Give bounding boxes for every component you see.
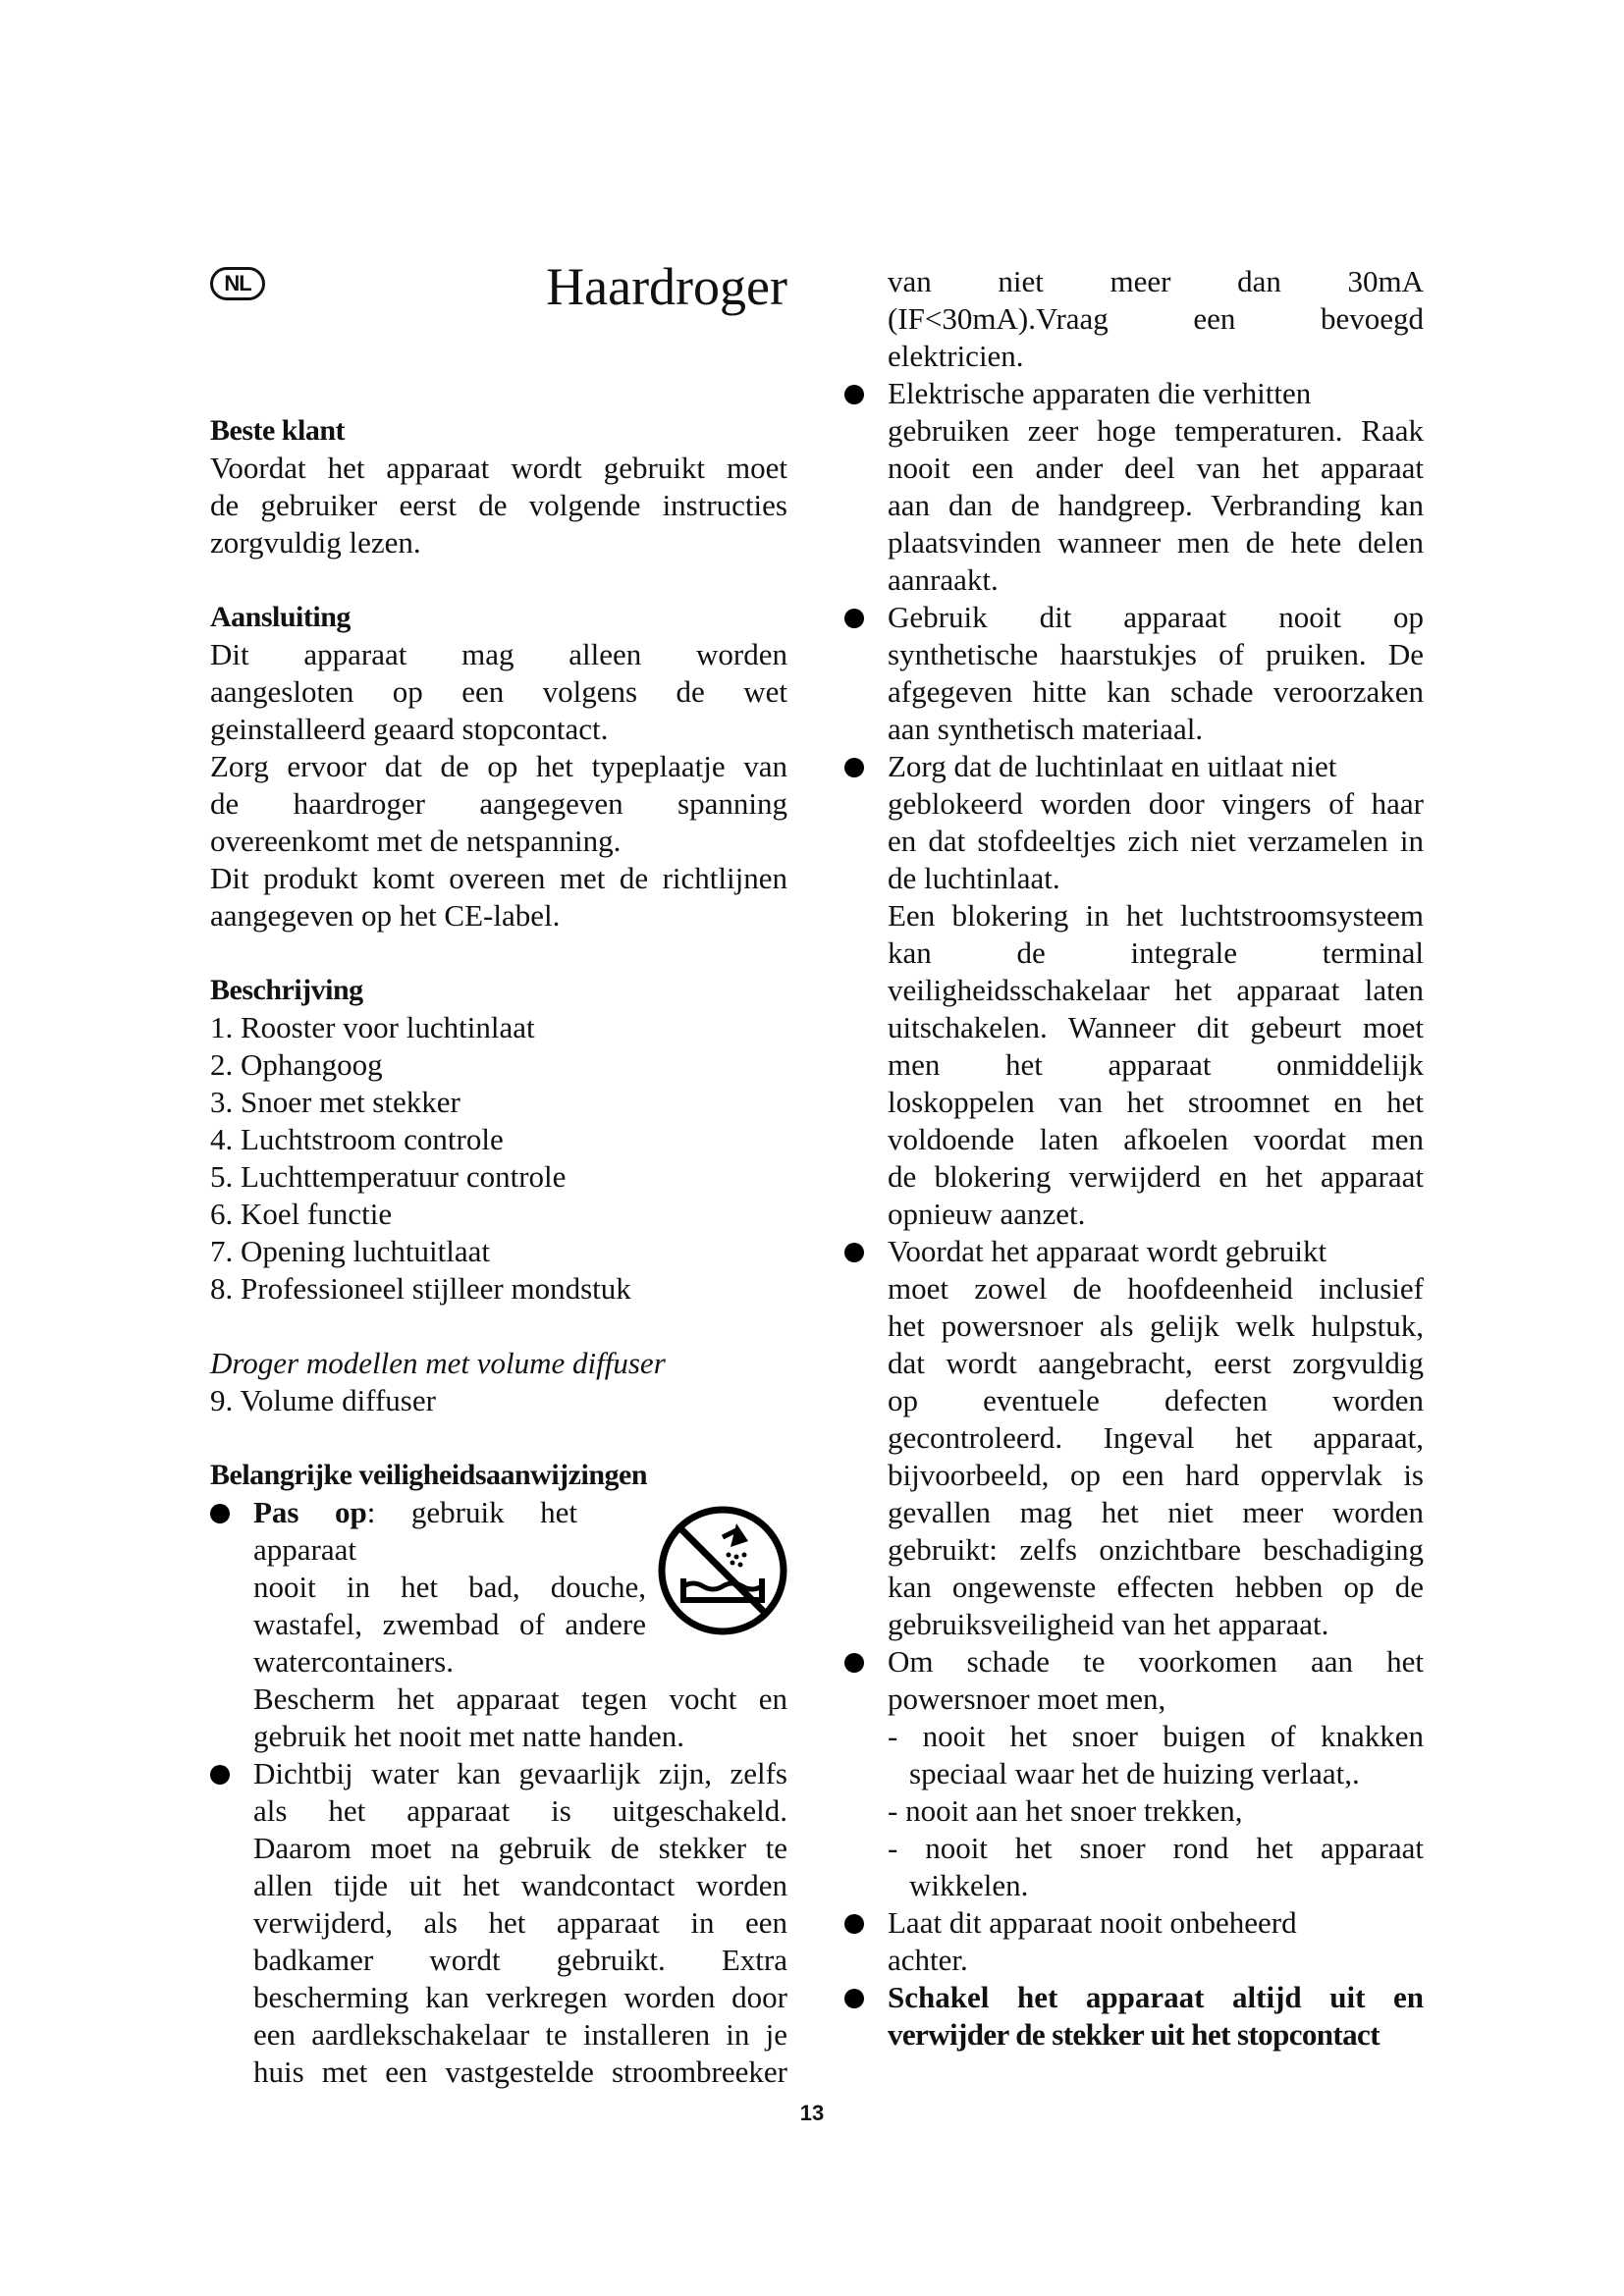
- text-line: wastafel, zwembad of andere: [253, 1607, 646, 1641]
- text-line: geinstalleerd geaard stopcontact.: [210, 712, 609, 746]
- list-item: 1. Rooster voor luchtinlaat: [210, 1010, 535, 1044]
- text-line: moet zowel de hoofdeenheid inclusief: [888, 1271, 1424, 1306]
- text-line: verwijder de stekker uit het stopcontact: [888, 2017, 1380, 2052]
- bullet-unplug: [844, 1979, 1424, 2054]
- bullet-dot: [210, 1765, 230, 1785]
- text-line: speciaal waar het de huizing verlaat,.: [909, 1756, 1360, 1790]
- text-line: opnieuw aanzet.: [888, 1197, 1086, 1231]
- text-line: de luchtinlaat.: [888, 861, 1060, 895]
- text-line: Voordat het apparaat wordt gebruikt: [888, 1234, 1327, 1268]
- text-line: Dichtbij water kan gevaarlijk zijn, zelfs: [253, 1756, 787, 1790]
- bullet-synthetic: [844, 599, 1424, 748]
- right-column: [844, 263, 1424, 2054]
- text-line: men het apparaat onmiddelijk: [888, 1047, 1424, 1082]
- bullet-unattended: [844, 1904, 1424, 1979]
- text-line: allen tijde uit het wandcontact worden: [253, 1868, 787, 1902]
- text-line: aanraakt.: [888, 562, 999, 597]
- text-line: gebruiken zeer hoge temperaturen. Raak: [888, 413, 1424, 448]
- text-line: Daarom moet na gebruik de stekker te: [253, 1831, 787, 1865]
- text-line: badkamer wordt gebruikt. Extra: [253, 1943, 787, 1977]
- list-item: 5. Luchttemperatuur controle: [210, 1159, 567, 1194]
- text-line: het powersnoer als gelijk welk hulpstuk,: [888, 1308, 1424, 1343]
- text-line: de gebruiker eerst de volgende instructies: [210, 488, 787, 522]
- bullet-dot: [844, 1243, 864, 1262]
- text-line: de haardroger aangegeven spanning: [210, 786, 787, 821]
- parts-list: [210, 1009, 787, 1308]
- text-line: veiligheidsschakelaar het apparaat laten: [888, 973, 1424, 1007]
- description-heading: Beschrijving: [210, 974, 363, 1006]
- text-line: (IF<30mA).Vraag een bevoegd: [888, 301, 1424, 336]
- text-fragment: : gebruik het apparaat: [253, 1495, 577, 1567]
- bullet-dot: [844, 758, 864, 777]
- text-line: elektricien.: [888, 339, 1024, 373]
- text-line: kan ongewenste effecten hebben op de: [888, 1570, 1424, 1604]
- text-line: watercontainers.: [253, 1644, 454, 1679]
- text-line: Bescherm het apparaat tegen vocht en: [253, 1682, 787, 1716]
- text-line: plaatsvinden wanneer men de hete delen: [888, 525, 1424, 560]
- text-line: aan synthetisch materiaal.: [888, 712, 1204, 746]
- text-line: loskoppelen van het stroomnet en het: [888, 1085, 1424, 1119]
- bullet-dot: [844, 609, 864, 628]
- text-line: powersnoer moet men,: [888, 1682, 1166, 1716]
- text-line: wikkelen.: [909, 1868, 1029, 1902]
- dash-item: - nooit het snoer rond het apparaat: [888, 1831, 1424, 1865]
- text-line: gebruik het nooit met natte handen.: [253, 1719, 685, 1753]
- dash-item: - nooit het snoer buigen of knakken: [888, 1719, 1424, 1753]
- text-line: achter.: [888, 1943, 968, 1977]
- text-line: Voordat het apparaat wordt gebruikt moet: [210, 451, 787, 485]
- models-note: Droger modellen met volume diffuser: [210, 1346, 666, 1380]
- text-line: Zorg ervoor dat de op het typeplaatje van: [210, 749, 787, 783]
- text-line: de blokering verwijderd en het apparaat: [888, 1159, 1424, 1194]
- bullet-before-use: [844, 1233, 1424, 1643]
- text-line: Schakel het apparaat altijd uit en: [888, 1980, 1424, 2014]
- language-badge: NL: [210, 267, 265, 300]
- water-bullet: [210, 1755, 787, 2091]
- list-item: 6. Koel functie: [210, 1197, 393, 1231]
- text-line: aangegeven op het CE-label.: [210, 898, 561, 933]
- caution-label: Pas op: [253, 1495, 367, 1529]
- list-item: 7. Opening luchtuitlaat: [210, 1234, 490, 1268]
- bullet-dot: [844, 385, 864, 404]
- text-line: uitschakelen. Wanneer dit gebeurt moet: [888, 1010, 1424, 1044]
- list-item: 2. Ophangoog: [210, 1047, 383, 1082]
- text-line: afgegeven hitte kan schade veroorzaken: [888, 674, 1424, 709]
- greeting-text: [210, 450, 787, 561]
- text-line: Gebruik dit apparaat nooit op: [888, 600, 1424, 634]
- text-line: aan dan de handgreep. Verbranding kan: [888, 488, 1424, 522]
- text-line: Dit apparaat mag alleen worden: [210, 637, 787, 671]
- list-item: 4. Luchtstroom controle: [210, 1122, 504, 1156]
- dash-item: - nooit aan het snoer trekken,: [888, 1793, 1243, 1828]
- text-line: Zorg dat de luchtinlaat en uitlaat niet: [888, 749, 1337, 783]
- text-line: van niet meer dan 30mA: [888, 264, 1424, 298]
- text-line: bescherming kan verkregen worden door: [253, 1980, 787, 2014]
- text-line: aangesloten op een volgens de wet: [210, 674, 787, 709]
- bullet-dot: [210, 1504, 230, 1523]
- text-line: [253, 1494, 577, 1569]
- bullet-dot: [844, 1653, 864, 1673]
- text-line: gevallen mag het niet meer worden: [888, 1495, 1424, 1529]
- cord-dash-list: [844, 1718, 1424, 1904]
- text-line: en dat stofdeeltjes zich niet verzamelen in: [888, 824, 1424, 858]
- left-column: [210, 412, 787, 2091]
- text-line: Een blokering in het luchtstroomsysteem: [888, 898, 1424, 933]
- list-item: 9. Volume diffuser: [210, 1383, 436, 1417]
- text-line: synthetische haarstukjes of pruiken. De: [888, 637, 1424, 671]
- text-line: voldoende laten afkoelen voordat men: [888, 1122, 1424, 1156]
- bullet-air-inlet: [844, 748, 1424, 1233]
- text-line: Om schade te voorkomen aan het: [888, 1644, 1424, 1679]
- page-title: Haardroger: [546, 257, 787, 316]
- text-line: nooit een ander deel van het apparaat: [888, 451, 1424, 485]
- text-line: op eventuele defecten worden: [888, 1383, 1424, 1417]
- text-line: Dit produkt komt overeen met de richtlijnen: [210, 861, 787, 895]
- text-line: zorgvuldig lezen.: [210, 525, 421, 560]
- page-number: 13: [799, 2101, 825, 2125]
- no-water-warning-icon: [654, 1502, 791, 1639]
- text-line: gebruiksveiligheid van het apparaat.: [888, 1607, 1329, 1641]
- text-line: bijvoorbeeld, op een hard oppervlak is: [888, 1458, 1424, 1492]
- text-line: Elektrische apparaten die verhitten: [888, 376, 1312, 410]
- bullet-dot: [844, 1914, 864, 1934]
- list-item: 3. Snoer met stekker: [210, 1085, 460, 1119]
- text-line: overeenkomt met de netspanning.: [210, 824, 622, 858]
- text-line: geblokeerd worden door vingers of haar: [888, 786, 1424, 821]
- text-line: huis met een vastgestelde stroombreeker: [253, 2055, 787, 2089]
- bullet-power-cord: [844, 1643, 1424, 1718]
- text-line: verwijderd, als het apparaat in een: [253, 1905, 787, 1940]
- text-line: kan de integrale terminal: [888, 935, 1424, 970]
- connection-text: [210, 636, 787, 934]
- text-line: gebruikt: zelfs onzichtbare beschadiging: [888, 1532, 1424, 1567]
- text-line: nooit in het bad, douche,: [253, 1570, 646, 1604]
- text-line: gecontroleerd. Ingeval het apparaat,: [888, 1420, 1424, 1455]
- safety-heading: Belangrijke veiligheidsaanwijzingen: [210, 1459, 648, 1491]
- list-item: 8. Professioneel stijlleer mondstuk: [210, 1271, 631, 1306]
- text-line: als het apparaat is uitgeschakeld.: [253, 1793, 787, 1828]
- connection-heading: Aansluiting: [210, 601, 351, 633]
- text-line: dat wordt aangebracht, eerst zorgvuldig: [888, 1346, 1424, 1380]
- text-line: een aardlekschakelaar te installeren in je: [253, 2017, 787, 2052]
- bullet-heat: [844, 375, 1424, 599]
- bullet-dot: [844, 1989, 864, 2008]
- greeting-heading: Beste klant: [210, 414, 345, 447]
- continuation-text: [844, 263, 1424, 375]
- text-line: Laat dit apparaat nooit onbeheerd: [888, 1905, 1297, 1940]
